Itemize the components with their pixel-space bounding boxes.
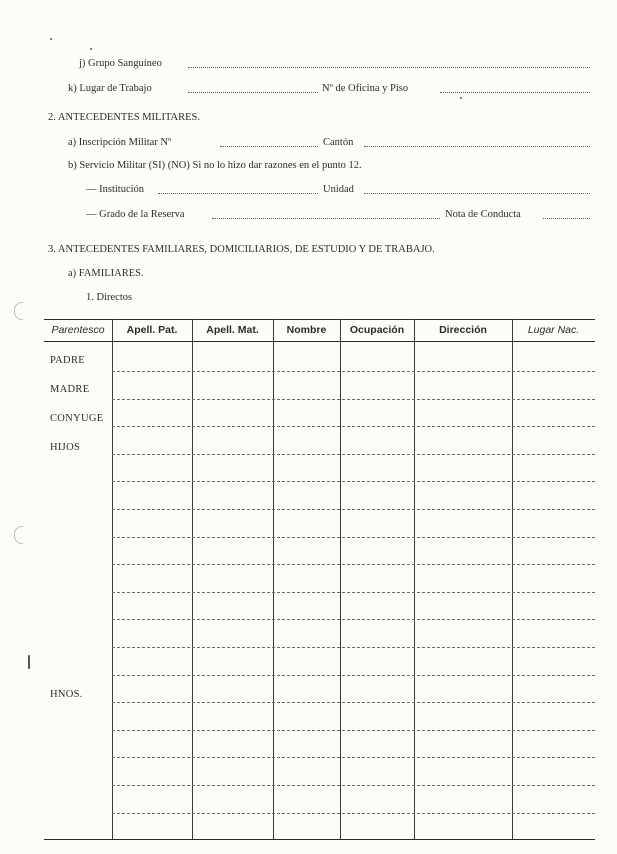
section-2-title: 2. ANTECEDENTES MILITARES. (48, 112, 200, 123)
ink-speck (28, 655, 30, 669)
canton-label: Cantón (323, 137, 354, 148)
header-apellido-materno: Apell. Mat. (206, 324, 259, 336)
field-familiares (0, 266, 617, 282)
header-apellido-paterno: Apell. Pat. (126, 324, 178, 336)
field-servicio-militar (0, 158, 617, 174)
header-direccion: Dirección (439, 324, 487, 336)
header-lugar-nacimiento: Lugar Nac. (527, 324, 580, 336)
binder-hole (14, 526, 23, 544)
blank-line[interactable] (543, 218, 590, 219)
table-row-line[interactable] (112, 647, 595, 648)
blank-line[interactable] (188, 67, 590, 68)
table-row-line[interactable] (112, 785, 595, 786)
section-3-heading (0, 242, 617, 258)
table-row-line[interactable] (112, 619, 595, 620)
lugar-trabajo-label: k) Lugar de Trabajo (68, 83, 152, 94)
table-row-line[interactable] (112, 399, 595, 400)
familiares-label: a) FAMILIARES. (68, 268, 144, 279)
table-bottom-rule (44, 839, 595, 840)
header-parentesco: Parentesco (51, 324, 105, 336)
table-row-line[interactable] (112, 675, 595, 676)
field-institucion (0, 182, 617, 198)
row-label-hermanos: HNOS. (50, 689, 83, 700)
ink-speck (50, 38, 52, 40)
field-directos (0, 290, 617, 306)
grupo-sanguineo-label: j) Grupo Sanguíneo (79, 58, 162, 69)
header-ocupacion: Ocupación (349, 324, 405, 336)
field-grupo-sanguineo (0, 56, 617, 72)
row-label-hijos: HIJOS (50, 442, 81, 453)
blank-line[interactable] (212, 218, 440, 219)
blank-line[interactable] (220, 146, 318, 147)
field-lugar-trabajo (0, 81, 617, 97)
table-row-line[interactable] (112, 702, 595, 703)
table-row-line[interactable] (112, 509, 595, 510)
blank-line[interactable] (188, 92, 318, 93)
blank-line[interactable] (440, 92, 590, 93)
table-row-line[interactable] (112, 592, 595, 593)
field-inscripcion-militar (0, 135, 617, 151)
blank-line[interactable] (158, 193, 318, 194)
servicio-militar-label: b) Servicio Militar (SI) (NO) Si no lo hizo dar razones en el punto 12. (68, 160, 362, 171)
table-row-line[interactable] (112, 813, 595, 814)
table-row-line[interactable] (112, 481, 595, 482)
row-label-padre: PADRE (50, 355, 85, 366)
column-divider (340, 319, 341, 839)
field-grado-reserva (0, 207, 617, 223)
row-label-madre: MADRE (50, 384, 90, 395)
blank-line[interactable] (364, 146, 590, 147)
ink-speck (460, 97, 462, 99)
column-divider (273, 319, 274, 839)
header-nombre: Nombre (286, 324, 327, 336)
section-2-heading (0, 110, 617, 126)
institucion-label: — Institución (86, 184, 145, 195)
table-row-line[interactable] (112, 757, 595, 758)
column-divider (414, 319, 415, 839)
section-3-title: 3. ANTECEDENTES FAMILIARES, DOMICILIARIOS, DE ESTUDIO Y DE TRABAJO. (48, 244, 435, 255)
table-row-line[interactable] (112, 537, 595, 538)
column-divider (112, 319, 113, 839)
table-row-line[interactable] (112, 371, 595, 372)
table-row-line[interactable] (112, 426, 595, 427)
table-row-line[interactable] (112, 564, 595, 565)
grado-reserva-label: — Grado de la Reserva (86, 209, 185, 220)
column-divider (192, 319, 193, 839)
row-label-conyuge: CONYUGE (50, 413, 104, 424)
family-table (44, 319, 595, 841)
inscripcion-label: a) Inscripción Militar Nº (68, 137, 172, 148)
table-row-line[interactable] (112, 454, 595, 455)
ink-speck (90, 48, 92, 50)
table-row-line[interactable] (112, 730, 595, 731)
unidad-label: Unidad (323, 184, 354, 195)
blank-line[interactable] (364, 193, 590, 194)
nota-conducta-label: Nota de Conducta (445, 209, 521, 220)
directos-label: 1. Directos (86, 292, 133, 303)
oficina-piso-label: Nº de Oficina y Piso (322, 83, 409, 94)
column-divider (512, 319, 513, 839)
